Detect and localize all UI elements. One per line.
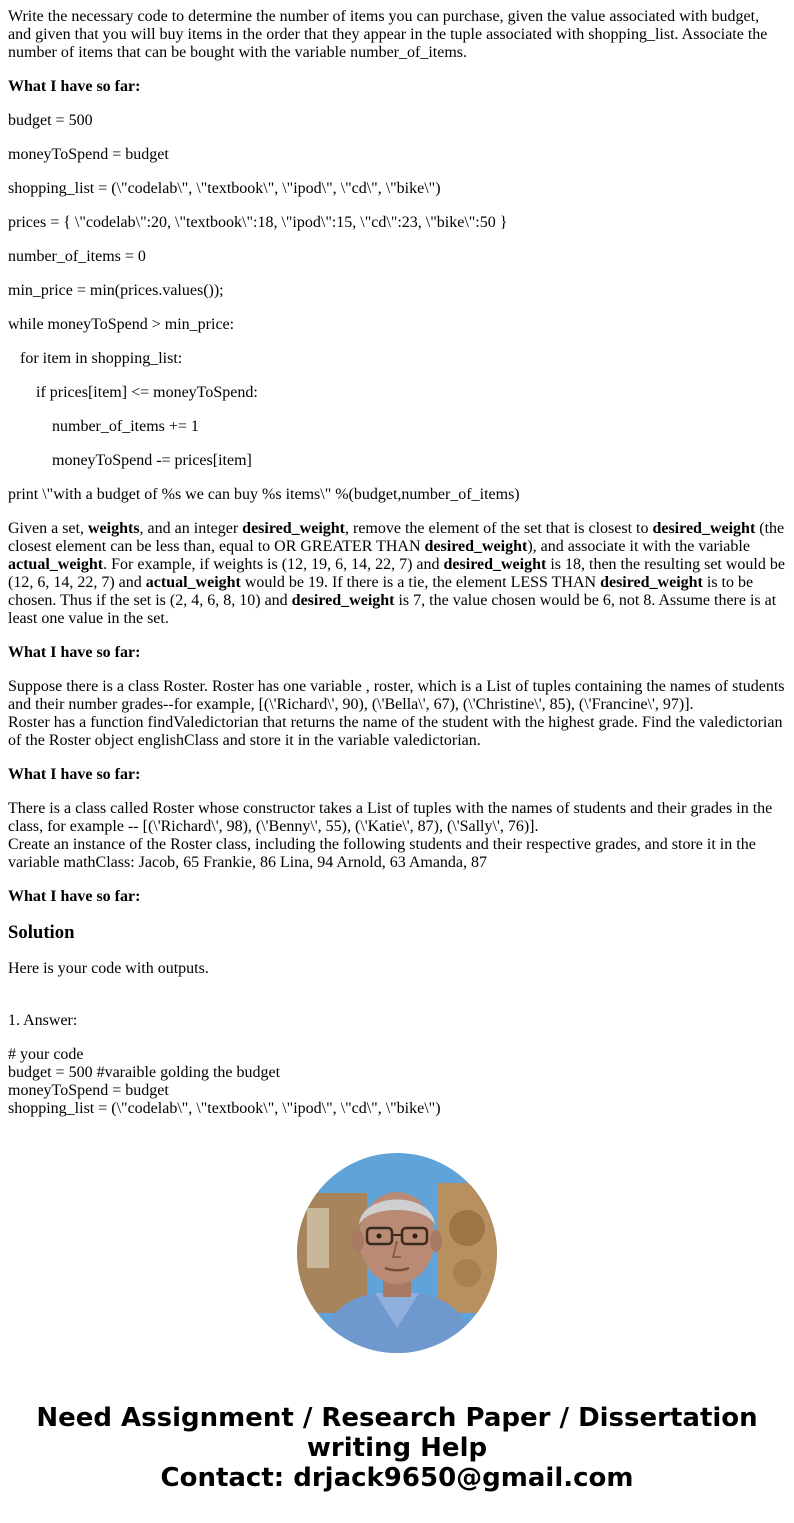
q2-text-part: (the closest element can be less than, equal to OR GREATER THAN: [8, 520, 785, 555]
solution-code-line: moneyToSpend = budget: [8, 1082, 169, 1099]
q3-text: [8, 678, 786, 750]
q1-code-line: moneyToSpend = budget: [8, 146, 169, 163]
q1-code-line: print \"with a budget of %s we can buy %s items\" %(budget,number_of_items): [8, 486, 520, 503]
document-body: [8, 0, 786, 1134]
solution-heading: Solution: [8, 922, 75, 943]
avatar-portrait-image: [297, 1153, 497, 1353]
solution-code-line: budget = 500 #varaible golding the budget: [8, 1064, 281, 1081]
avatar: [297, 1153, 497, 1353]
q2-text-part: would be 19. If there is a tie, the element LESS THAN: [240, 574, 601, 591]
q2-text-part: . For example, if weights is (12, 19, 6, 14, 22, 7) and: [103, 556, 444, 573]
q1-intro: Write the necessary code to determine the number of items you can purchase, given the value associated with budget, and given that you will buy items in the order that they appear in the tuple associated with shopping_list. Associate the number of items that can be bought with the variable number_of_items.: [8, 8, 768, 61]
solution-code: [8, 1046, 786, 1118]
q1-code-line: for item in shopping_list:: [20, 350, 183, 367]
footer-line: writing Help: [306, 1433, 488, 1463]
q1-label: What I have so far:: [8, 78, 141, 95]
q1-code-line: prices = { \"codelab\":20, \"textbook\":18, \"ipod\":15, \"cd\":23, \"bike\":50 }: [8, 214, 508, 231]
q2-bold-term: desired_weight: [424, 538, 528, 555]
q2-text-part: , remove the element of the set that is closest to: [344, 520, 653, 537]
footer-contact: Contact: drjack9650@gmail.com: [160, 1463, 634, 1493]
q2-bold-term: desired_weight: [443, 556, 547, 573]
q2-bold-term: desired_weight: [291, 592, 395, 609]
footer-line: Need Assignment / Research Paper / Dissertation: [36, 1403, 758, 1433]
q1-code-line: if prices[item] <= moneyToSpend:: [36, 384, 258, 401]
q1-code-line: while moneyToSpend > min_price:: [8, 316, 235, 333]
q2-text-part: , and an integer: [139, 520, 243, 537]
footer-banner: [0, 1403, 794, 1493]
q2-bold-term: weights: [87, 520, 140, 537]
answer-label: 1. Answer:: [8, 1012, 78, 1029]
q2-text: [8, 520, 786, 628]
q4-line: Create an instance of the Roster class, including the following students and their respective grades, and store it in the variable mathClass: Jacob, 65 Frankie, 86 Lina, 94 Arnold, 63 Amanda, 87: [8, 836, 756, 871]
q1-code-line: number_of_items += 1: [52, 418, 199, 435]
q4-line: There is a class called Roster whose constructor takes a List of tuples with the names of students and their grades in the class, for example -- [(\'Richard\', 98), (\'Benny\', 55), (\'Katie\', 87), (\'Sally\', 76)].: [8, 800, 773, 835]
q3-line: Suppose there is a class Roster. Roster has one variable , roster, which is a List of tuples containing the names of students and their number grades--for example, [(\'Richard\', 90), (\'Bella\', 67), (\'Christine\', 85), (\'Francine\', 97)].: [8, 678, 785, 713]
q1-code-line: number_of_items = 0: [8, 248, 146, 265]
q2-bold-term: desired_weight: [652, 520, 756, 537]
q4-label: What I have so far:: [8, 888, 141, 905]
q2-text-part: is to be chosen. Thus if the set is (2, 4, 6, 8, 10) and: [8, 574, 754, 609]
solution-code-line: # your code: [8, 1046, 84, 1063]
q2-bold-term: desired_weight: [600, 574, 703, 591]
q2-bold-term: desired_weight: [242, 520, 345, 537]
q2-text-part: ), and associate it with the variable: [527, 538, 750, 555]
q2-label: What I have so far:: [8, 644, 141, 661]
q2-text-part: is 7, the value chosen would be 6, not 8. Assume there is at least one value in the set.: [8, 592, 777, 627]
q1-code-line: shopping_list = (\"codelab\", \"textbook\", \"ipod\", \"cd\", \"bike\"): [8, 180, 441, 197]
q2-text-part: is 18, then the resulting set would be (12, 6, 14, 22, 7) and: [8, 556, 785, 591]
q3-label: What I have so far:: [8, 766, 141, 783]
q2-bold-term: actual_weight: [145, 574, 241, 591]
q1-code-line: moneyToSpend -= prices[item]: [52, 452, 252, 469]
solution-intro: Here is your code with outputs.: [8, 960, 209, 977]
q2-text-part: Given a set,: [8, 520, 88, 537]
q1-code-line: budget = 500: [8, 112, 93, 129]
solution-code-line: shopping_list = (\"codelab\", \"textbook\", \"ipod\", \"cd\", \"bike\"): [8, 1100, 441, 1117]
q4-text: [8, 800, 786, 872]
q3-line: Roster has a function findValedictorian that returns the name of the student with the highest grade. Find the valedictorian of the Roster object englishClass and store it in the variable valedictorian.: [8, 714, 783, 749]
q2-bold-term: actual_weight: [8, 556, 104, 573]
q1-code-line: min_price = min(prices.values());: [8, 282, 224, 299]
